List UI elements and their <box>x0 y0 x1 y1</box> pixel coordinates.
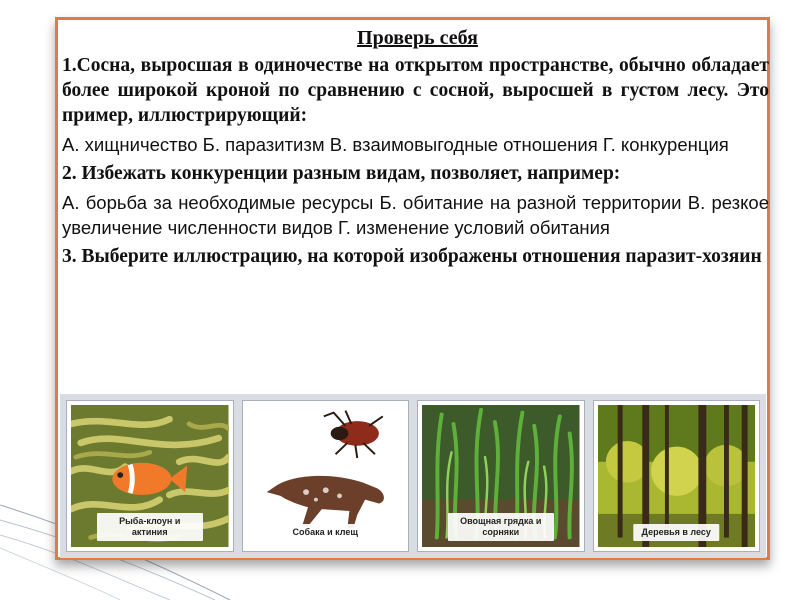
question-1: 1.Сосна, выросшая в одиночестве на открытом пространстве, обычно обладает более широкой кроной по сравнению с сосной, выросшей в густом лесу. Это пример, иллюстрирующий: <box>62 55 769 126</box>
photo-dog-tick[interactable] <box>242 400 410 552</box>
question-2: 2. Избежать конкуренции разным видам, позволяет, например: <box>62 163 621 184</box>
page-title: Проверь себя <box>357 27 478 49</box>
caption-clownfish: Рыба-клоун и актиния <box>97 513 203 541</box>
caption-forest: Деревья в лесу <box>634 524 719 541</box>
caption-dog-tick: Собака и клещ <box>285 524 366 541</box>
answers-2: А. борьба за необходимые ресурсы Б. обитание на разной территории В. резкое увеличение численности видов Г. изменение условий обитания <box>62 192 769 238</box>
question-3: 3. Выберите иллюстрацию, на которой изображены отношения паразит-хозяин <box>62 246 762 267</box>
answers-1: А. хищничество Б. паразитизм В. взаимовыгодные отношения Г. конкуренция <box>62 134 729 155</box>
photo-vegetable-bed[interactable] <box>417 400 585 552</box>
image-gallery <box>60 394 766 558</box>
caption-vegetable-bed: Овощная грядка и сорняки <box>448 513 554 541</box>
photo-forest[interactable] <box>593 400 761 552</box>
slide-text <box>62 24 773 273</box>
slide-card <box>55 17 770 560</box>
photo-clownfish[interactable] <box>66 400 234 552</box>
